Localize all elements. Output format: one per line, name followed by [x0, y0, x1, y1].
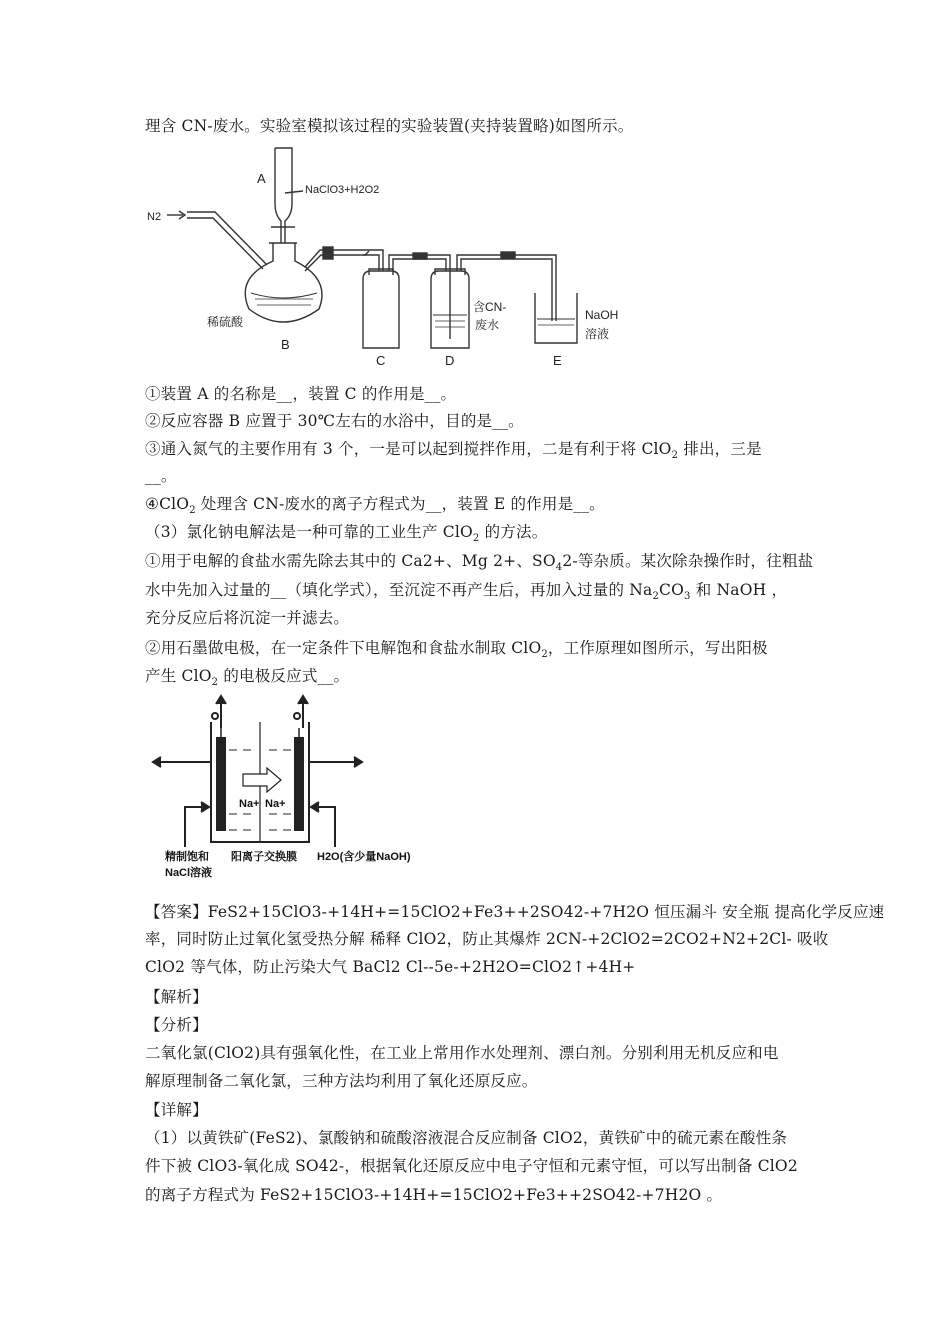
label-d-text2: 废水	[475, 318, 500, 332]
part-3-1c: 充分反应后将沉淀一并滤去。	[145, 609, 350, 627]
label-a: A	[257, 171, 266, 186]
label-d-text1: 含CN-	[473, 300, 507, 314]
label-d: D	[445, 353, 455, 368]
section-fenxi: 【分析】	[145, 1016, 208, 1034]
label-membrane: 阳离子交换膜	[231, 851, 297, 863]
flask-sidearm	[305, 250, 369, 271]
analysis-line-1: 二氧化氯(ClO2)具有强氧化性，在工业上常用作水处理剂、漂白剂。分别利用无机反应和电	[145, 1044, 779, 1062]
cathode	[295, 738, 303, 830]
label-e-text1: NaOH	[585, 308, 619, 322]
question-1: ①装置 A 的名称是__，装置 C 的作用是__。	[145, 385, 457, 403]
right-inlet	[313, 807, 335, 847]
label-e-text2: 溶液	[585, 327, 610, 341]
ion-flow-arrow	[243, 768, 281, 792]
detail-line-3: 的离子方程式为 FeS2+15ClO3-+14H+=15ClO2+Fe3++2SO42-+7H2O 。	[145, 1186, 723, 1204]
funnel-pointer	[285, 191, 303, 193]
question-3b: __。	[145, 467, 177, 485]
label-b: B	[281, 337, 290, 352]
left-inlet	[185, 807, 207, 847]
pipe-d-e	[457, 255, 556, 321]
detail-line-2: 件下被 ClO3-氧化成 SO42-，根据氧化还原反应中电子守恒和元素守恒，可以写出制备 ClO2	[145, 1157, 798, 1175]
section-jiexi: 【解析】	[145, 988, 208, 1006]
label-right: H2O(含少量NaOH)	[317, 851, 411, 863]
n2-inlet-tube	[187, 212, 267, 269]
electrolysis-figure	[145, 692, 455, 892]
label-e: E	[553, 353, 562, 368]
anode	[217, 738, 225, 830]
label-left-1: 精制饱和	[165, 851, 209, 863]
label-c: C	[376, 353, 386, 368]
answer-line-1: 【答案】FeS2+15ClO3-+14H+=15ClO2+Fe3++2SO42-+7H2O 恒压漏斗 安全瓶 提高化学反应速	[145, 903, 885, 921]
part-3-1b: 水中先加入过量的__（填化学式），至沉淀不再产生后，再加入过量的 $Na_2CO_3$ 和 NaOH ，	[145, 581, 788, 602]
label-acid: 稀硫酸	[207, 315, 244, 329]
part-3-2b: 产生 ClO$_2$ 的电极反应式__。	[145, 667, 350, 688]
electrolysis-diagram	[145, 692, 455, 892]
answer-line-2: 率，同时防止过氧化氢受热分解 稀释 ClO2，防止其爆炸 2CN-+2ClO2=2CO2+N2+2Cl- 吸收	[145, 930, 829, 948]
detail-line-1: （1）以黄铁矿(FeS2)、氯酸钠和硫酸溶液混合反应制备 ClO2，黄铁矿中的硫元素在酸性条	[145, 1129, 788, 1147]
funnel-a	[275, 148, 292, 243]
bottle-c	[363, 269, 399, 348]
question-4: ④ClO$_2$ 处理含 CN-废水的离子方程式为__，装置 E 的作用是__。	[145, 495, 605, 516]
label-left-2: NaCl溶液	[165, 867, 213, 879]
label-na-left: Na+	[239, 798, 260, 810]
label-na-right: Na+	[265, 798, 286, 810]
section-xiangjie: 【详解】	[145, 1101, 208, 1119]
part-3: （3）氯化钠电解法是一种可靠的工业生产 ClO$_2$ 的方法。	[145, 523, 548, 544]
answer-line-3: ClO2 等气体，防止污染大气 BaCl2 Cl--5e-+2H2O=ClO2↑+4H+	[145, 958, 636, 976]
label-n2: N2	[147, 211, 162, 223]
question-3a: ③通入氮气的主要作用有 3 个，一是可以起到搅拌作用，二是有利于将 ClO$_2$ 排出，三是	[145, 440, 762, 461]
question-2: ②反应容器 B 应置于 30℃左右的水浴中，目的是__。	[145, 412, 524, 430]
label-reagent-a: NaClO3+H2O2	[305, 184, 380, 196]
apparatus-figure	[145, 143, 632, 375]
analysis-line-2: 解原理制备二氧化氯，三种方法均利用了氧化还原反应。	[145, 1072, 538, 1090]
part-3-1a: ①用于电解的食盐水需先除去其中的 Ca2+、Mg 2+、$SO_42-$等杂质。某次除杂操作时，往粗盐	[145, 552, 814, 573]
intro-line: 理含 CN-废水。实验室模拟该过程的实验装置(夹持装置略)如图所示。	[145, 117, 634, 135]
joint	[323, 247, 333, 259]
part-3-2a: ②用石墨做电极，在一定条件下电解饱和食盐水制取 ClO$_2$，工作原理如图所示，写出阳极	[145, 639, 768, 660]
apparatus-diagram	[145, 143, 632, 375]
flask-liquid	[251, 293, 317, 298]
